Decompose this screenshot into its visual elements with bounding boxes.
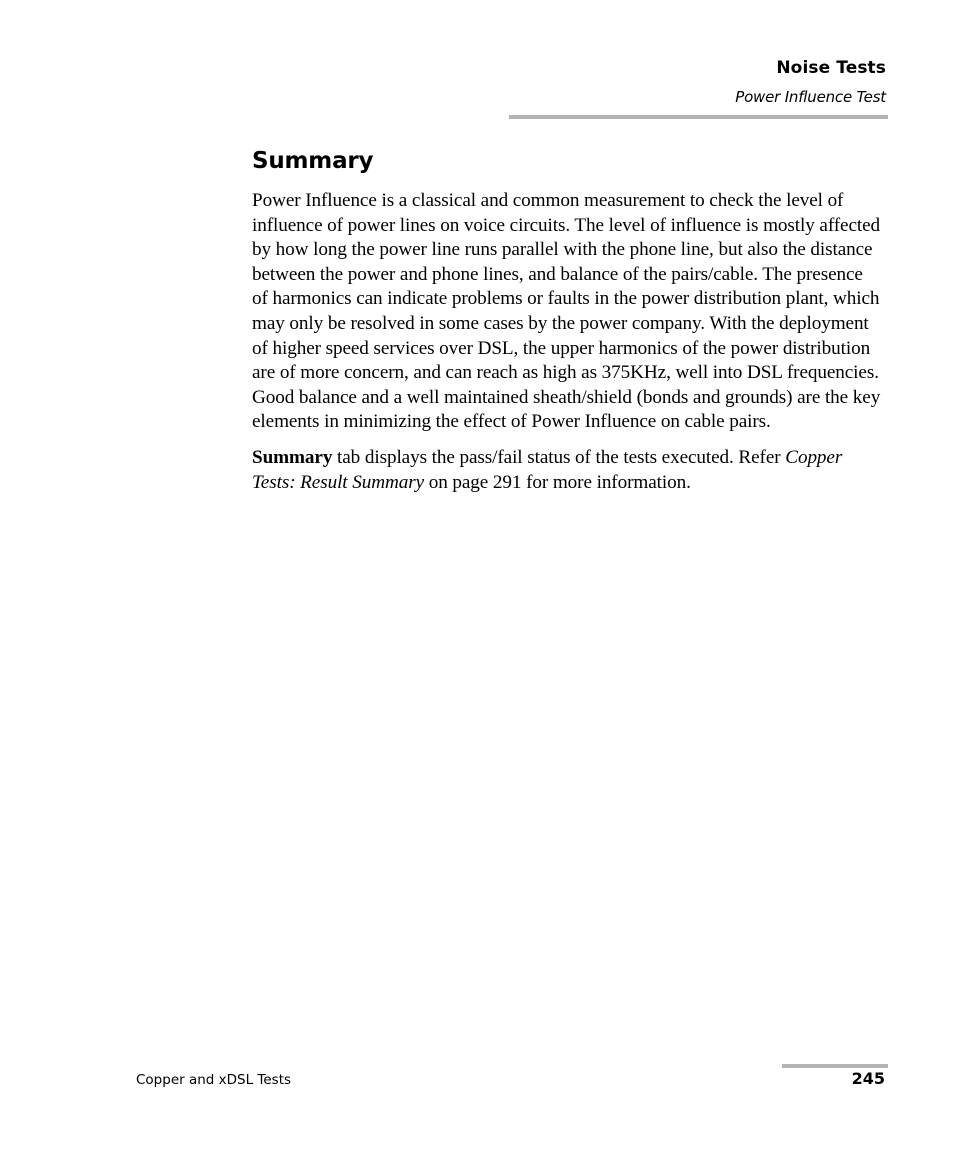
paragraph-text: tab displays the pass/fail status of the tests executed. Refer xyxy=(332,446,786,468)
footer-divider xyxy=(782,1064,888,1068)
cross-reference-link[interactable]: Copper Tests: Result Summary xyxy=(252,446,843,493)
footer-book-title: Copper and xDSL Tests xyxy=(136,1072,292,1088)
body-paragraph-1: Power Influence is a classical and common measurement to check the level of influence of power lines on voice circuits. The level of influence is mostly affected by how long the power line runs parallel with the phone line, but also the distance between the power and phone lines, and balance of the pairs/cable. The presence of harmonics can indicate problems or faults in the power distribution plant, which may only be resolved in some cases by the power company. With the deployment of higher speed services over DSL, the upper harmonics of the power distribution are of more concern, and can reach as high as 375KHz, well into DSL frequencies. Good balance and a well maintained sheath/shield (bonds and grounds) are the key elements in minimizing the effect of Power Influence on cable pairs. xyxy=(252,190,881,433)
page-number: 245 xyxy=(851,1069,885,1088)
main-content xyxy=(252,146,882,506)
summary-term: Summary xyxy=(252,446,333,468)
header-section-title: Power Influence Test xyxy=(735,88,886,106)
paragraph-text: on page 291 for more information. xyxy=(424,471,691,493)
header-divider xyxy=(509,115,888,119)
running-header xyxy=(735,57,886,107)
section-heading: Summary xyxy=(252,148,374,174)
header-chapter-title: Noise Tests xyxy=(776,58,886,78)
body-paragraph-2 xyxy=(252,446,882,495)
